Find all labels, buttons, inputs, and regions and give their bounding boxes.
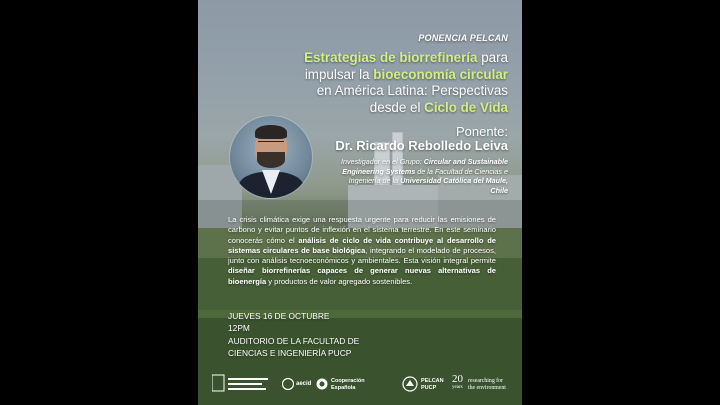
title-highlight: Ciclo de Vida	[424, 99, 508, 115]
title-text: impulsar la	[304, 66, 374, 82]
speaker-beard	[257, 152, 285, 168]
sponsor-logos	[212, 373, 508, 395]
speaker-label: Ponente:	[455, 124, 508, 139]
event-poster	[198, 0, 522, 405]
event-time: 12PM	[228, 323, 250, 334]
pelcan-text: PELCAN	[421, 378, 444, 384]
research-text: the environment	[468, 384, 506, 391]
pelcan-icon	[402, 376, 418, 392]
title-text: para	[477, 50, 508, 65]
pucp-text: PUCP	[421, 384, 437, 391]
title-highlight: Estrategias de biorrefinería	[304, 50, 478, 65]
crest-icon	[212, 373, 274, 395]
bio-text: de la Facultad de Ciencias e Ingeniería de la	[348, 166, 508, 186]
title-highlight: bioeconomía circular	[373, 66, 508, 82]
event-details	[228, 310, 359, 360]
years-label: years	[452, 385, 463, 390]
aecid-text: aecid	[296, 381, 312, 387]
cooperacion-logo	[316, 373, 366, 395]
cooperacion-icon	[316, 377, 328, 391]
bio-university: Universidad Católica del Maule, Chile	[400, 176, 508, 195]
aecid-icon	[282, 377, 294, 391]
event-tag: PONENCIA PELCAN	[418, 33, 508, 43]
desc-text: La crisis climática exige una respuesta urgente para reducir las emisiones de carbono y evitar puntos de inflexión en el sistema terrestre. En este seminario conocerás cómo el	[228, 215, 496, 245]
event-description	[228, 215, 496, 287]
title-text: en América Latina: Perspectivas	[316, 83, 508, 98]
years-number: 20	[452, 373, 463, 385]
cooperacion-text: Española	[331, 384, 356, 391]
desc-bold: diseñar biorrefinerías capaces de generar nuevas alternativas de bioenergía	[228, 266, 496, 286]
title-text: desde el	[369, 99, 425, 115]
speaker-bio	[333, 157, 508, 195]
event-date: JUEVES 16 DE OCTUBRE	[228, 311, 330, 321]
government-crest-logo	[212, 373, 274, 395]
desc-text: y productos de valor agregado sostenibles.	[266, 276, 413, 286]
anniversary-logo	[452, 373, 512, 395]
event-place-line: CIENCIAS E INGENIERÍA PUCP	[228, 348, 352, 359]
event-title	[228, 50, 508, 116]
bio-group: Circular and Sustainable Engineering Systems	[342, 157, 508, 176]
pelcan-pucp-logo	[402, 373, 452, 395]
aecid-logo	[282, 373, 312, 395]
bio-text: Investigador en el Grupo:	[341, 157, 424, 166]
desc-bold: análisis de ciclo de vida contribuye al desarrollo de sistemas circulares de base biológica	[228, 235, 496, 255]
research-text: researching for	[468, 378, 503, 384]
speaker-name: Dr. Ricardo Rebolledo Leiva	[335, 138, 508, 153]
cooperacion-text: Cooperación	[331, 378, 365, 384]
desc-text: , integrando el modelado de procesos, junto con análisis tecnoeconómicos y ambientales. Esta visión integral permite	[228, 245, 496, 266]
speaker-glasses	[258, 141, 284, 148]
speaker-photo	[229, 115, 313, 199]
speaker-hair	[255, 125, 287, 139]
event-place-line: AUDITORIO DE LA FACULTAD DE	[228, 335, 360, 346]
